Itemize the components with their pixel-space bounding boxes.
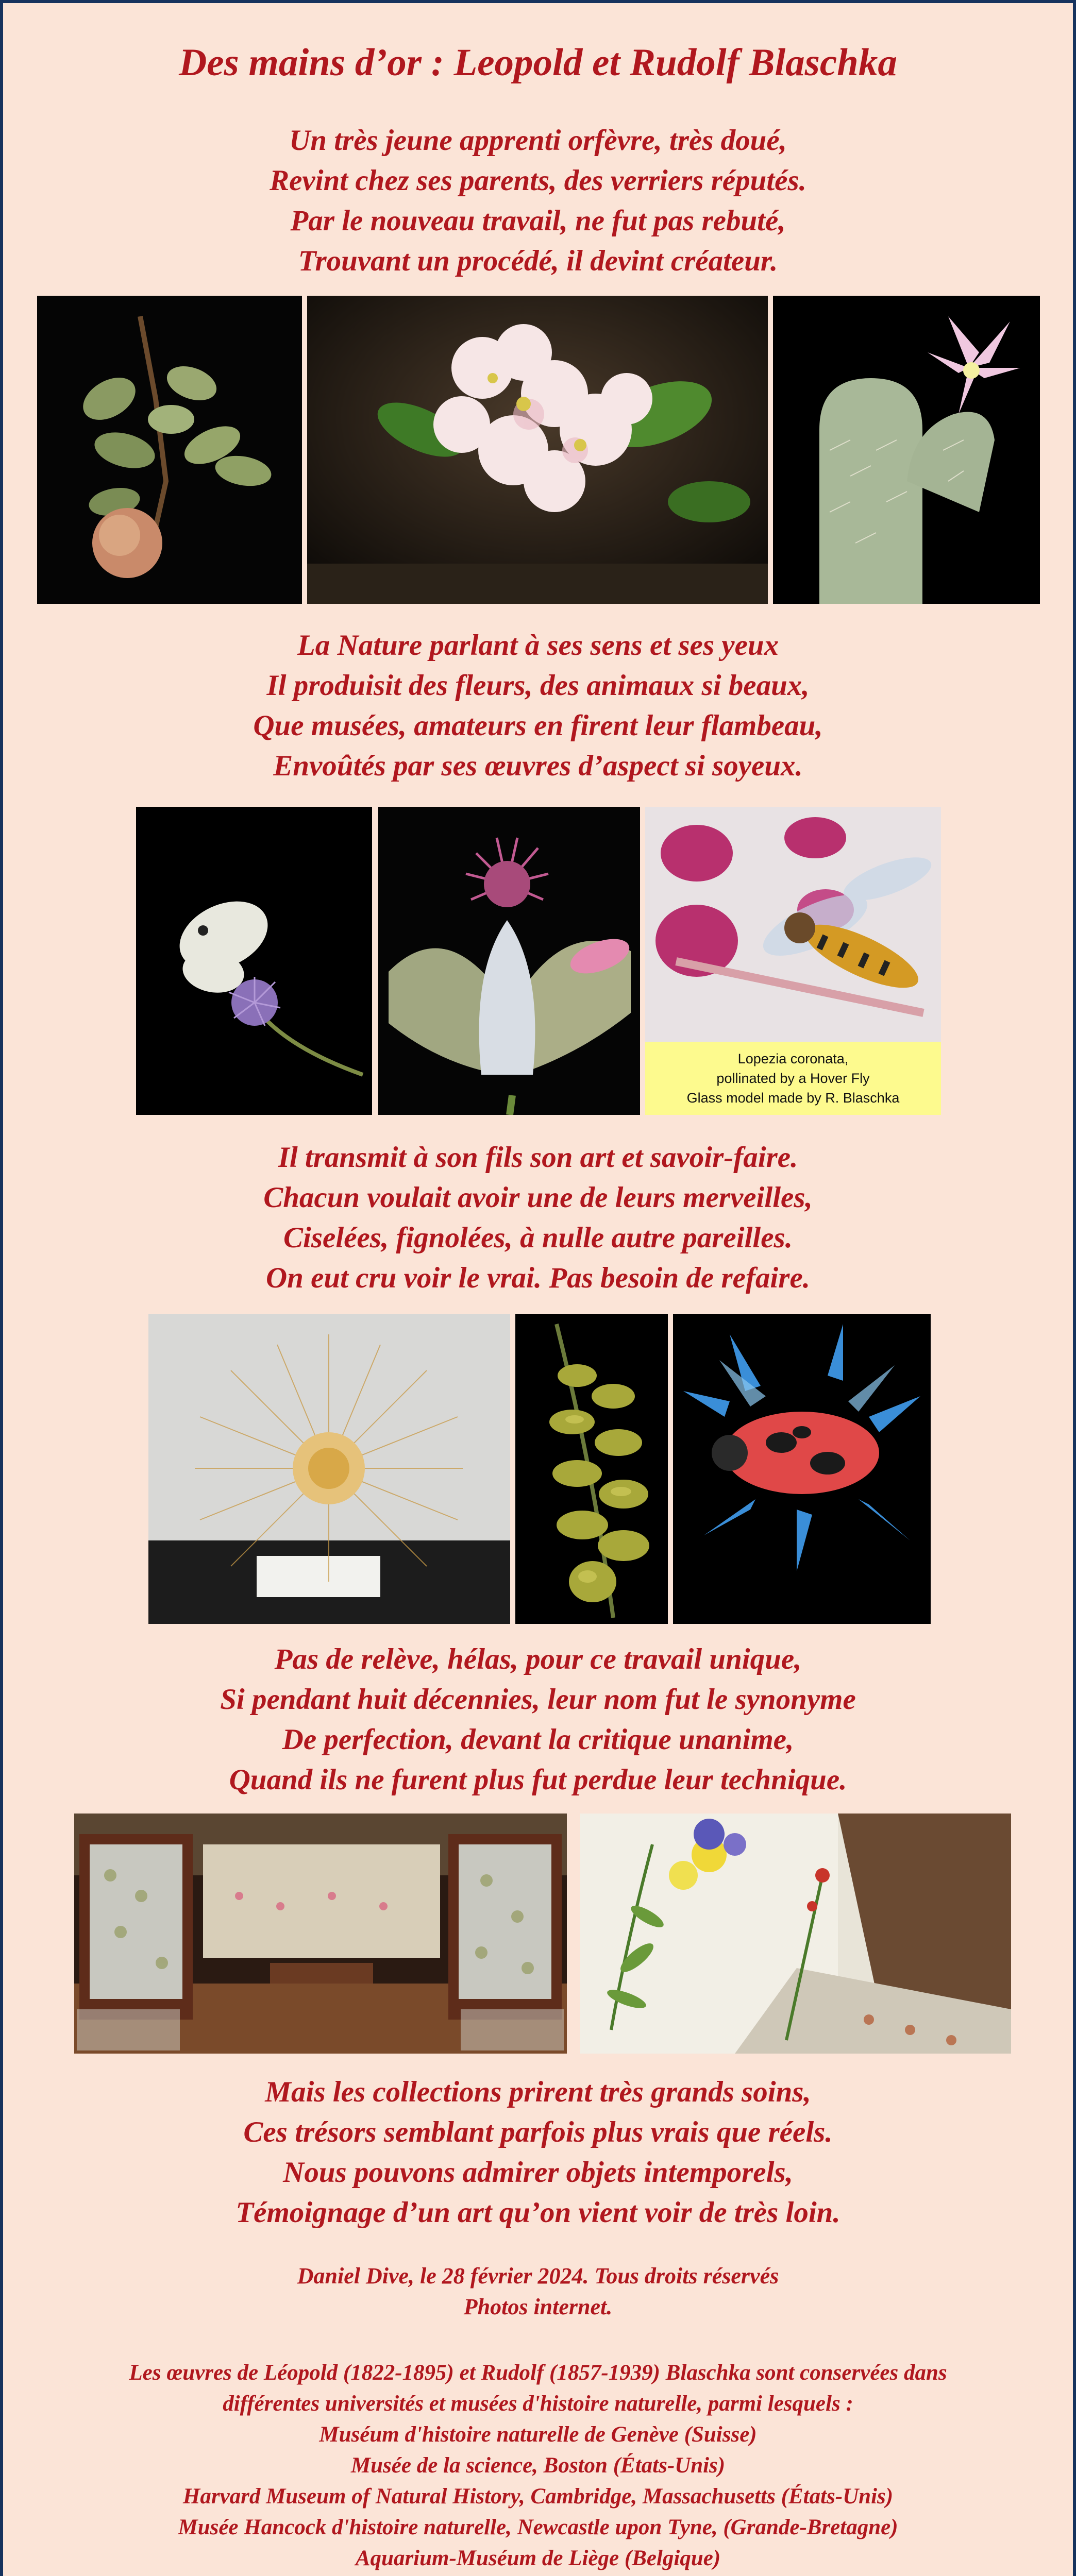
photo-blue-flower-beetle <box>673 1314 931 1624</box>
stanza-line: Un très jeune apprenti orfèvre, très doué, <box>289 124 787 157</box>
stanza-2 <box>3 625 1073 786</box>
collections-footer <box>3 2358 1073 2576</box>
stanza-line: Nous pouvons admirer objets intemporels, <box>283 2156 793 2189</box>
photo-glass-flower <box>378 807 640 1115</box>
caption-line: Glass model made by R. Blaschka <box>686 1090 900 1106</box>
stanza-3 <box>3 1138 1073 1298</box>
photo-apple-branch <box>37 296 302 604</box>
stanza-line: Trouvant un procédé, il devint créateur. <box>298 245 778 277</box>
caption-line: pollinated by a Hover Fly <box>716 1071 870 1086</box>
stanza-line: Mais les collections prirent très grands soins, <box>265 2076 811 2108</box>
stanza-line: Il transmit à son fils son art et savoir-faire. <box>278 1141 798 1174</box>
photo-glass-seeds <box>515 1314 668 1624</box>
footer-line <box>3 2574 1073 2576</box>
footer-line: Harvard Museum of Natural History, Cambridge, Massachusetts (États-Unis) <box>182 2484 894 2509</box>
photo-caption <box>645 1042 941 1115</box>
photo-radiolarian-sphere <box>148 1314 510 1624</box>
stanza-line: Ces trésors semblant parfois plus vrais que réels. <box>243 2116 833 2148</box>
footer-line: différentes universités et musées d'histoire naturelle, parmi lesquels : <box>223 2392 853 2416</box>
stanza-4 <box>3 1639 1073 1800</box>
stanza-line: Il produisit des fleurs, des animaux si beaux, <box>266 669 810 702</box>
title-text: Des mains d’or : Leopold et Rudolf Blaschka <box>179 41 897 84</box>
credit-line: Daniel Dive, le 28 février 2024. Tous droits réservés <box>297 2263 779 2289</box>
photo-museum-display <box>580 1814 1011 2054</box>
caption-line: Lopezia coronata, <box>737 1051 849 1066</box>
photo-cactus-flower <box>773 296 1040 604</box>
author-credit <box>3 2261 1073 2323</box>
footer-line: Les œuvres de Léopold (1822-1895) et Rudolf (1857-1939) Blaschka sont conservées dans <box>129 2361 947 2385</box>
footer-line: Musée Hancock d'histoire naturelle, Newcastle upon Tyne, (Grande-Bretagne) <box>178 2515 898 2539</box>
photo-apple-blossom <box>307 296 768 604</box>
footer-line: Muséum d'histoire naturelle de Genève (Suisse) <box>319 2422 757 2447</box>
stanza-5 <box>3 2072 1073 2233</box>
stanza-line: Par le nouveau travail, ne fut pas rebuté, <box>290 205 786 237</box>
stanza-line: La Nature parlant à ses sens et ses yeux <box>297 629 779 662</box>
credit-line: Photos internet. <box>463 2294 613 2319</box>
photo-butterfly-thistle <box>136 807 372 1115</box>
stanza-line: De perfection, devant la critique unanime, <box>282 1723 794 1756</box>
stanza-line: Témoignage d’un art qu’on vient voir de très loin. <box>236 2196 840 2229</box>
stanza-1 <box>3 121 1073 281</box>
stanza-line: Chacun voulait avoir une de leurs merveilles, <box>263 1181 813 1214</box>
stanza-line: Revint chez ses parents, des verriers réputés. <box>270 164 806 197</box>
stanza-line: Pas de relève, hélas, pour ce travail unique, <box>274 1643 802 1675</box>
stanza-line: Ciselées, fignolées, à nulle autre pareilles. <box>283 1222 793 1254</box>
stanza-line: Quand ils ne furent plus fut perdue leur technique. <box>229 1764 847 1796</box>
stanza-line: On eut cru voir le vrai. Pas besoin de refaire. <box>265 1262 810 1294</box>
footer-line: Aquarium-Muséum de Liège (Belgique) <box>355 2546 721 2570</box>
stanza-line: Que musées, amateurs en firent leur flambeau, <box>253 709 823 742</box>
page-title <box>3 38 1073 88</box>
photo-museum-gallery <box>74 1814 567 2054</box>
stanza-line: Envoûtés par ses œuvres d’aspect si soyeux. <box>273 750 803 782</box>
footer-line: Musée de la science, Boston (États-Unis) <box>350 2453 726 2478</box>
stanza-line: Si pendant huit décennies, leur nom fut le synonyme <box>220 1683 856 1716</box>
photo-hover-fly <box>645 807 941 1115</box>
